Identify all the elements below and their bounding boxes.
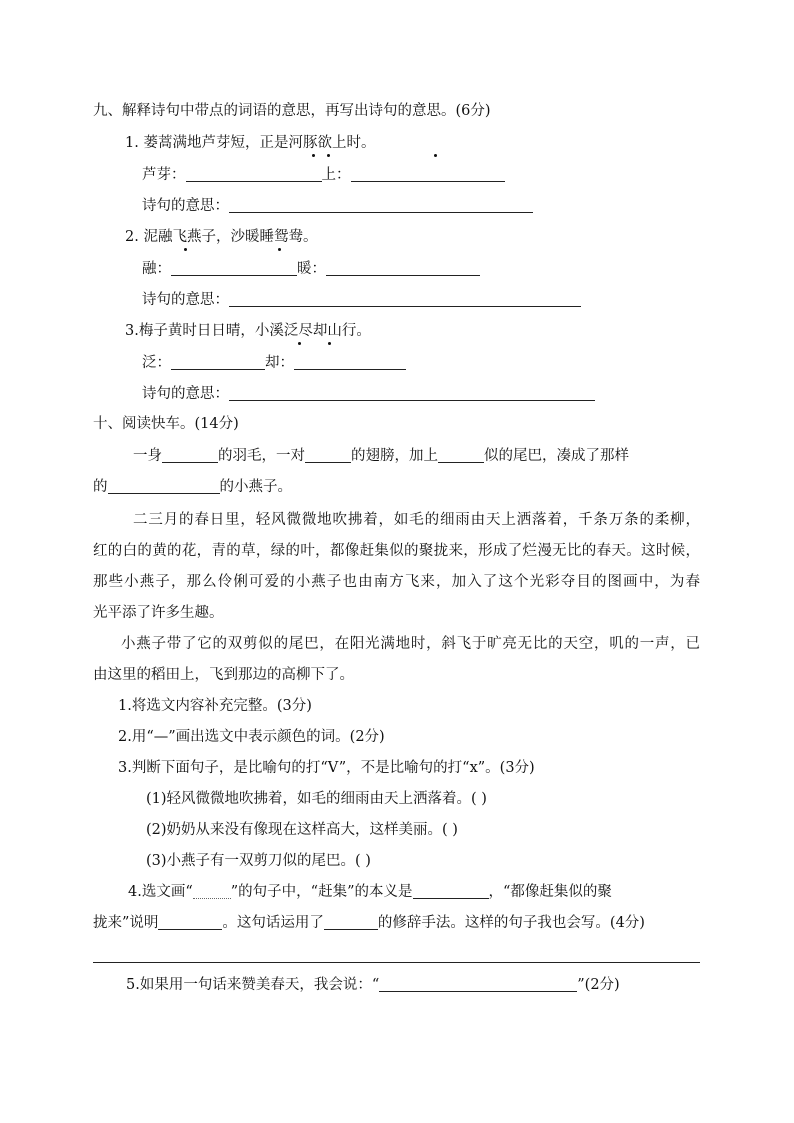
- emphasis-dot: [184, 248, 187, 251]
- question-5: [126, 975, 620, 995]
- question-3: 3.判断下面句子，是比喻句的打“V”，不是比喻句的打“x”。(3分): [118, 760, 535, 776]
- question-text: 。这句话运用了: [222, 915, 324, 931]
- answer-blank[interactable]: [108, 478, 164, 494]
- fill-paragraph-line-2: [93, 477, 292, 497]
- word-label: 泛：: [142, 355, 171, 371]
- emphasis-dot: [327, 154, 330, 157]
- question-text: 拢来”说明: [93, 915, 159, 931]
- answer-blank[interactable]: [413, 883, 489, 899]
- passage-p3-line: 由这里的稻田上，飞到那边的高柳下了。: [93, 667, 354, 683]
- fill-text: 似的尾巴，凑成了那样: [484, 448, 629, 464]
- answer-blank[interactable]: [171, 260, 297, 276]
- fill-text: 的小燕子。: [219, 479, 292, 495]
- answer-blank[interactable]: [229, 291, 581, 307]
- fill-paragraph-line-1: [133, 446, 629, 466]
- fill-text: 一身: [133, 448, 162, 464]
- passage-p2-line: 光平添了许多生趣。: [93, 605, 224, 621]
- question-text: 5.如果用一句话来赞美春天，我会说：“: [126, 977, 380, 993]
- question-text: 的修辞手法。这样的句子我也会写。(4分): [377, 915, 645, 931]
- meaning-label: 诗句的意思：: [142, 292, 229, 308]
- answer-blank[interactable]: [229, 385, 595, 401]
- answer-blank[interactable]: [438, 447, 484, 463]
- answer-blank[interactable]: [186, 166, 322, 182]
- question-1: 1.将选文内容补充完整。(3分): [118, 698, 312, 714]
- emphasis-dot: [298, 342, 301, 345]
- poem-2-line: 2. 泥融飞燕子，沙暖睡鸳鸯。: [125, 229, 318, 245]
- poem-1-line: 1. 蒌蒿满地芦芽短，正是河豚欲上时。: [125, 135, 376, 151]
- passage-p2-line: 那些小燕子，那么伶俐可爱的小燕子也由南方飞来，加入了这个光彩夺目的图画中，为春: [93, 574, 700, 590]
- answer-blank[interactable]: [294, 354, 406, 370]
- question-4-line-2: [93, 913, 645, 933]
- answer-blank[interactable]: [324, 914, 378, 930]
- answer-blank[interactable]: [305, 447, 351, 463]
- poem-3-word-row: [142, 353, 406, 373]
- word-label: 暖：: [297, 261, 326, 277]
- word-label: 上：: [321, 167, 351, 183]
- passage-p2-line: 红的白的黄的花，青的草，绿的叶，都像赶集似的聚拢来，形成了烂漫无比的春天。这时候，: [93, 543, 700, 559]
- answer-blank[interactable]: [326, 260, 480, 276]
- passage-p3-line: 小燕子带了它的双剪似的尾巴，在阳光满地时，斜飞于旷亮无比的天空，叽的一声，已: [121, 636, 700, 652]
- answer-blank[interactable]: [164, 478, 220, 494]
- emphasis-dot: [328, 342, 331, 345]
- fill-text: 的翅膀，加上: [351, 448, 438, 464]
- question-text: ，“都像赶集似的聚: [488, 884, 612, 900]
- poem-1-word-row: [142, 165, 505, 185]
- question-2: 2.用“—”画出选文中表示颜色的词。(2分): [118, 729, 385, 745]
- emphasis-dot: [312, 154, 315, 157]
- word-label: 却：: [265, 355, 294, 371]
- question-text: ”(2分): [577, 977, 620, 993]
- judge-item: (3)小燕子有一双剪刀似的尾巴。( ): [146, 853, 371, 869]
- wavy-underline-mark: [193, 884, 231, 899]
- question-text: ”的句子中，“赶集”的本义是: [230, 884, 413, 900]
- section-9-title: 九、解释诗句中带点的词语的意思，再写出诗句的意思。(6分): [93, 103, 491, 119]
- emphasis-dot: [278, 248, 281, 251]
- fill-text: 的: [93, 479, 108, 495]
- poem-2-word-row: [142, 259, 480, 279]
- poem-3-line: 3.梅子黄时日日晴，小溪泛尽却山行。: [125, 323, 371, 339]
- answer-blank[interactable]: [351, 166, 505, 182]
- word-label: 芦芽：: [142, 167, 186, 183]
- fill-text: 的羽毛，一对: [218, 448, 305, 464]
- meaning-label: 诗句的意思：: [142, 198, 229, 214]
- answer-blank[interactable]: [171, 354, 265, 370]
- meaning-label: 诗句的意思：: [142, 386, 229, 402]
- section-10-title: 十、阅读快车。(14分): [93, 416, 239, 432]
- answer-blank[interactable]: [162, 447, 218, 463]
- poem-1-meaning-row: [142, 196, 533, 216]
- question-text: 4.选文画“: [128, 884, 193, 900]
- emphasis-dot: [434, 154, 437, 157]
- question-4-line-1: [128, 882, 612, 902]
- answer-blank[interactable]: [379, 976, 577, 992]
- poem-2-meaning-row: [142, 290, 581, 310]
- poem-3-meaning-row: [142, 384, 595, 404]
- word-label: 融：: [142, 261, 171, 277]
- answer-blank[interactable]: [229, 197, 533, 213]
- judge-item: (1)轻风微微地吹拂着，如毛的细雨由天上洒落着。( ): [146, 791, 487, 807]
- judge-item: (2)奶奶从来没有像现在这样高大，这样美丽。( ): [146, 822, 458, 838]
- answer-blank[interactable]: [158, 914, 222, 930]
- answer-line[interactable]: [93, 962, 700, 963]
- passage-p2-line: 二三月的春日里，轻风微微地吹拂着，如毛的细雨由天上洒落着，千条万条的柔柳，: [133, 512, 700, 528]
